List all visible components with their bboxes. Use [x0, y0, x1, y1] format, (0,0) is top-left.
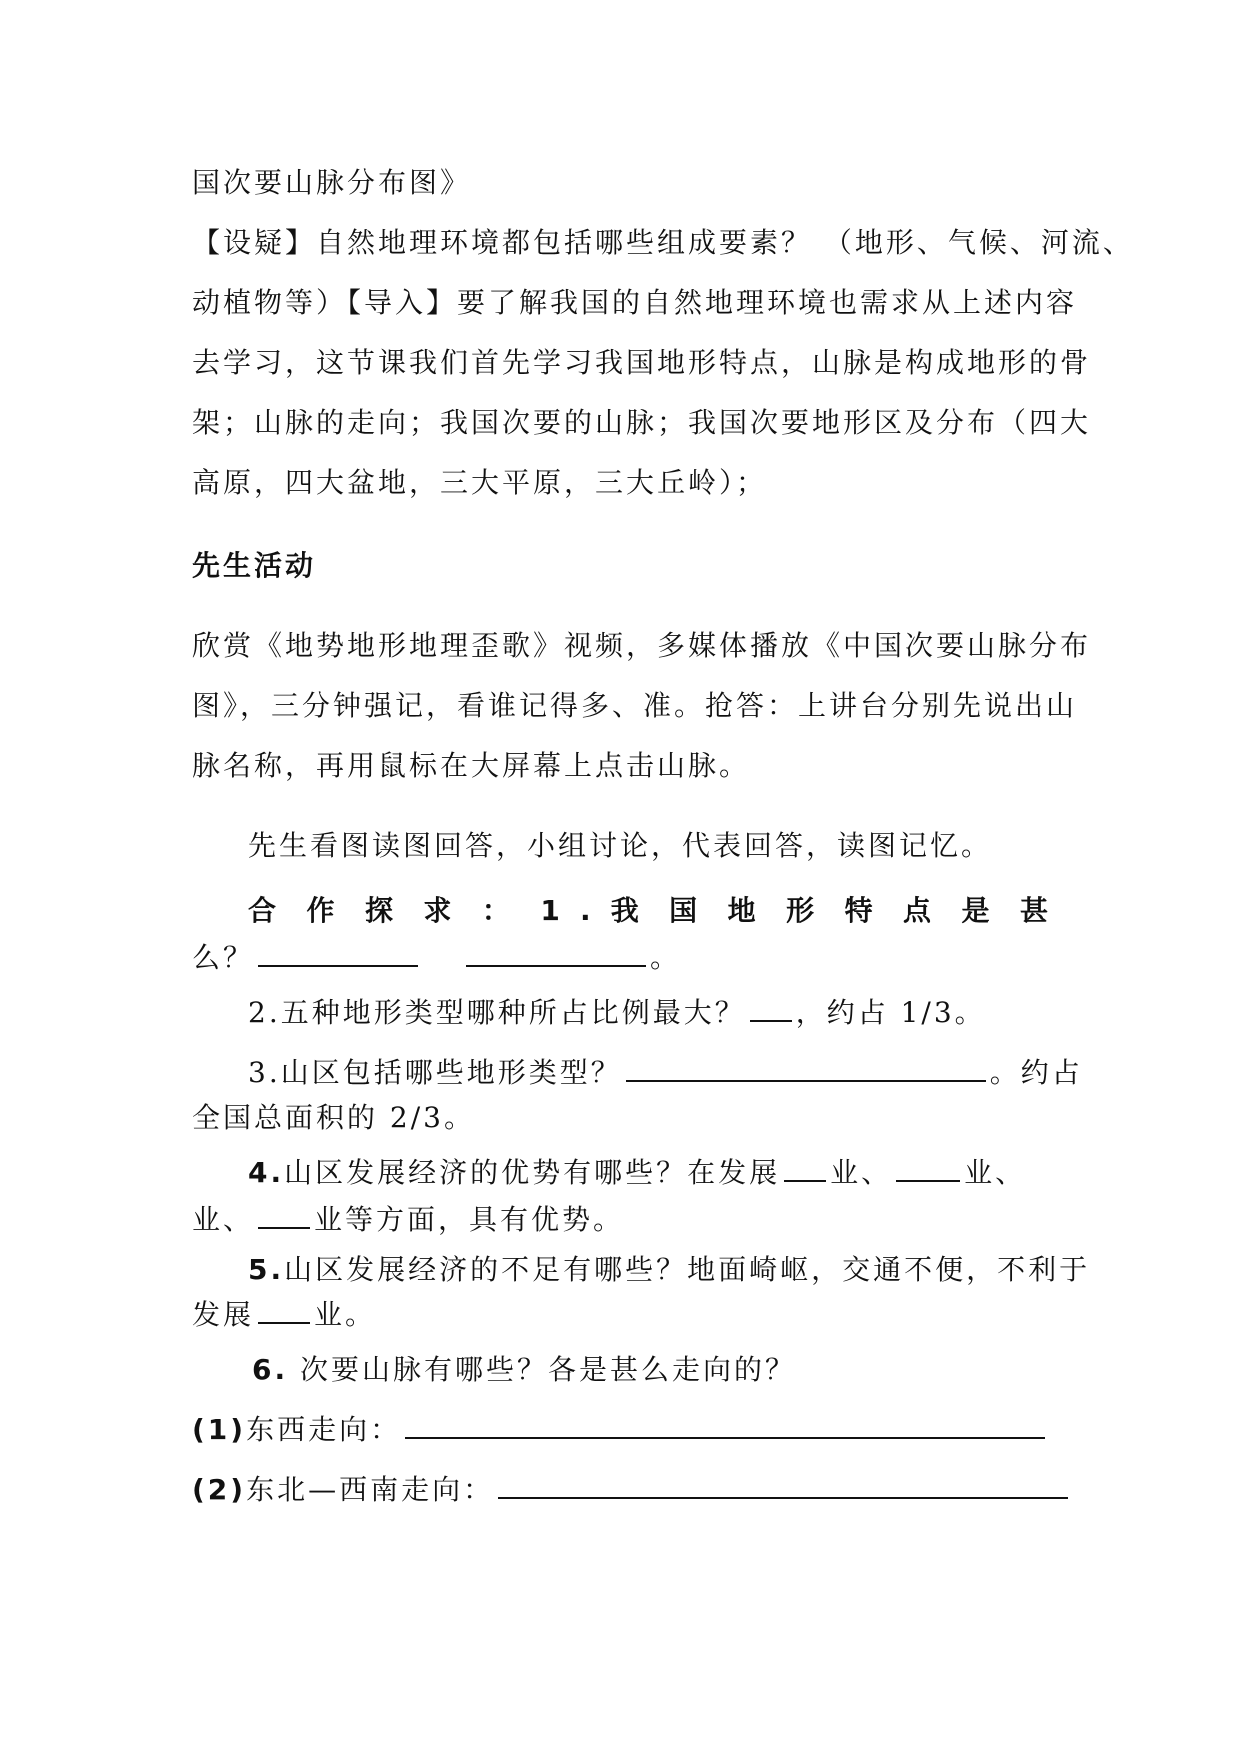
student-text: 先生看图读图回答，小组讨论，代表回答，读图记忆。: [248, 829, 993, 862]
question-6: [252, 1337, 1052, 1402]
intro-line-4: 架；山脉的走向；我国次要的山脉；我国次要地形区及分布（四大: [192, 406, 1092, 439]
intro-line-1: 【设疑】自然地理环境都包括哪些组成要素？ （地形、气候、河流、: [192, 226, 1134, 259]
question-1-end: 。: [650, 941, 682, 974]
question-5-number: 5.: [248, 1253, 285, 1286]
answer-blank[interactable]: [258, 1203, 310, 1229]
intro-line-5: 高原，四大盆地，三大平原，三大丘岭）；: [192, 466, 768, 499]
row-2-label: 东北—西南走向：: [246, 1473, 495, 1506]
question-1-tail-text: 么？: [192, 941, 255, 974]
question-5-text: 山区发展经济的不足有哪些？地面崎岖，交通不便，不利于: [284, 1253, 1091, 1286]
answer-blank[interactable]: [258, 941, 418, 967]
answer-blank[interactable]: [750, 996, 792, 1022]
row-1-label: 东西走向：: [246, 1413, 402, 1446]
answer-blank[interactable]: [258, 1298, 310, 1324]
answer-blank[interactable]: [405, 1413, 1045, 1439]
answer-row-1: [192, 1397, 1052, 1462]
row-2-number: (2): [192, 1473, 247, 1506]
section-heading: 先生活动: [192, 549, 317, 582]
question-2-text: 2.五种地形类型哪种所占比例最大？: [248, 996, 746, 1029]
answer-blank[interactable]: [896, 1156, 960, 1182]
intro-line-3: 去学习，这节课我们首先学习我国地形特点，山脉是构成地形的骨: [192, 346, 1092, 379]
question-3-text: 3.山区包括哪些地形类型？: [248, 1056, 622, 1089]
question-4-end: 业等方面，具有优势。: [314, 1203, 625, 1236]
question-6-text: 次要山脉有哪些？各是甚么走向的？: [300, 1353, 797, 1386]
activity-line-1: 欣赏《地势地形地理歪歌》视频，多媒体播放《中国次要山脉分布: [192, 629, 1092, 662]
row-1-number: (1): [192, 1413, 247, 1446]
question-3-tail: 。约占: [989, 1056, 1083, 1089]
answer-blank[interactable]: [466, 941, 646, 967]
question-6-number: 6.: [252, 1353, 289, 1386]
activity-line-2: 图》，三分钟强记，看谁记得多、准。抢答：上讲台分别先说出山: [192, 689, 1078, 722]
answer-blank[interactable]: [784, 1156, 826, 1182]
question-5-end: 业。: [314, 1298, 377, 1331]
question-4-part: 业、: [830, 1156, 893, 1189]
question-3-line-2: 全国总面积的 2/3。: [192, 1101, 475, 1134]
question-4-part: 业、: [192, 1203, 255, 1236]
intro-line-2: 动植物等）【导入】要了解我国的自然地理环境也需求从上述内容: [192, 286, 1078, 319]
answer-row-2: [192, 1457, 1052, 1522]
question-4-number: 4.: [248, 1156, 285, 1189]
answer-blank[interactable]: [498, 1473, 1068, 1499]
text-line: 国次要山脉分布图》: [192, 166, 472, 199]
question-4-part: 业、: [964, 1156, 1027, 1189]
question-2: [248, 980, 1048, 1045]
activity-line-3: 脉名称，再用鼠标在大屏幕上点击山脉。: [192, 749, 751, 782]
question-1-lead: 合 作 探 求 ： 1 . 我 国 地 形 特 点 是 甚: [248, 894, 1048, 927]
question-4-text: 山区发展经济的优势有哪些？在发展: [284, 1156, 781, 1189]
answer-blank[interactable]: [626, 1056, 986, 1082]
question-5-part: 发展: [192, 1298, 255, 1331]
question-2-end: ，约占 1/3。: [795, 996, 986, 1029]
